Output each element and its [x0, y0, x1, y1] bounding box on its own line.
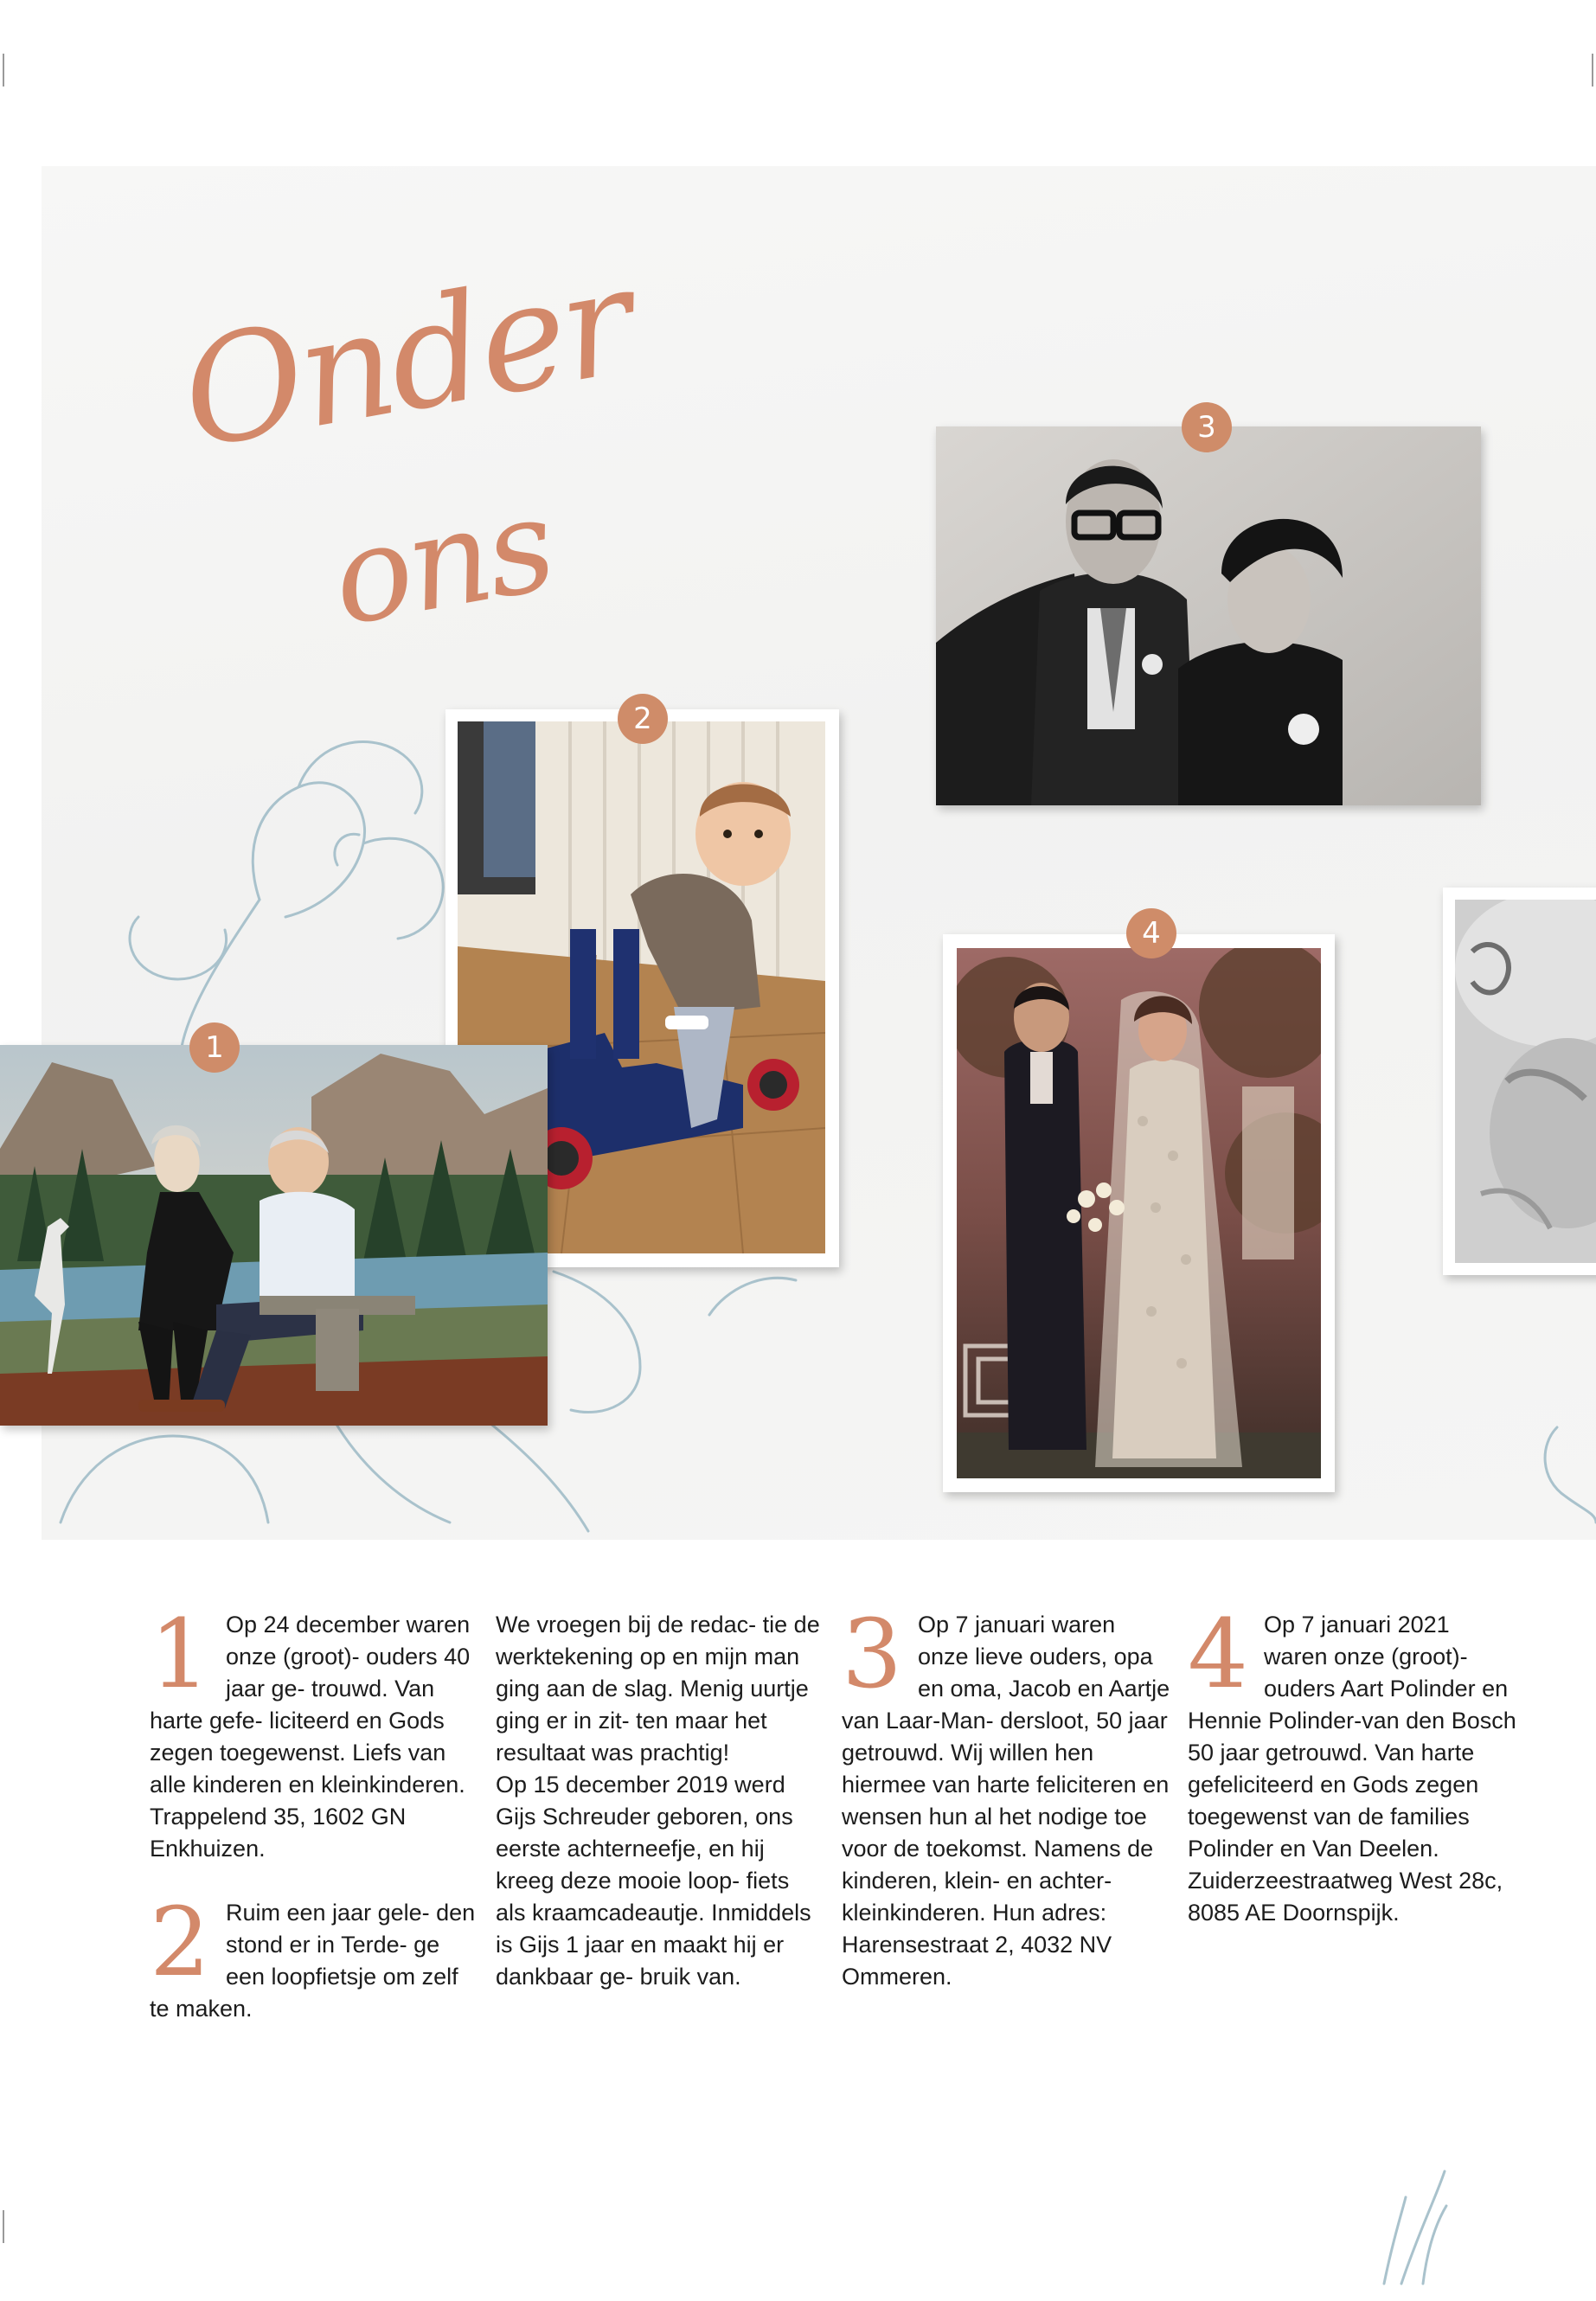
photo-3-image	[936, 426, 1481, 805]
photo-2-badge: 2	[618, 694, 668, 744]
photo-3-badge: 3	[1182, 402, 1232, 452]
entry-3-text: Op 7 januari waren onze lieve ouders, opa en oma, Jacob en Aartje van Laar-Man- dersloot, 50 jaar getrouwd. Wij willen hen hiermee van harte feliciteren en wensen hun al het nodige toe voor de toekomst. Namens de kinderen, klein- en achter- kleinkinderen. Hun adres: Harensestraat 2, 4032 NV Ommeren.	[842, 1612, 1170, 1990]
entry-1-text: Op 24 december waren onze (groot)- ouders 40 jaar ge- trouwd. Van harte gefe- liciteerd en Gods zegen toegewenst. Liefs van alle kinderen en kleinkinderen. Trappelend 35, 1602 GN Enkhuizen.	[150, 1612, 471, 1862]
entry-number-4: 4	[1188, 1599, 1248, 1709]
photo-4-badge: 4	[1126, 908, 1176, 958]
photo-1-image	[0, 1045, 548, 1426]
entry-number-2: 2	[150, 1887, 210, 1997]
page-title: Onder	[170, 235, 643, 483]
photo-5-image	[1455, 900, 1596, 1263]
entry-4-text: Op 7 januari 2021 waren onze (groot)- ouders Aart Polinder en Hennie Polinder-van den Bosch 50 jaar getrouwd. Van harte gefeliciteerd en Gods zegen toegewenst van de families Polinder en Van Deelen. Zuiderzeestraatweg West 28c, 8085 AE Doornspijk.	[1188, 1612, 1516, 1926]
entry-1	[150, 1599, 478, 1865]
photo-1	[0, 1030, 548, 1426]
photo-5	[1443, 888, 1596, 1275]
text-column-3	[842, 1599, 1170, 1993]
text-column-2	[496, 1609, 824, 1993]
entry-number-3: 3	[842, 1599, 902, 1709]
entry-number-1: 1	[150, 1599, 210, 1709]
photo-4-image	[957, 948, 1321, 1478]
entry-2-continued: We vroegen bij de redac- tie de werktekening op en mijn man ging aan de slag. Menig uurtje ging er in zit- ten maar het resultaat was prachtig!	[496, 1612, 820, 1766]
photo-1-badge: 1	[189, 1022, 240, 1073]
entry-4	[1188, 1599, 1516, 1929]
page-title-line2: ons	[321, 469, 563, 656]
photo-3	[936, 410, 1481, 805]
entry-2-continued-2: Op 15 december 2019 werd Gijs Schreuder geboren, ons eerste achterneefje, en hij kreeg deze mooie loop- fiets als kraamcadeautje. Inmiddels is Gijs 1 jaar en maakt hij er dankbaar ge- bruik van.	[496, 1772, 811, 1990]
entry-2-text: Ruim een jaar gele- den stond er in Terde- ge een loopfietsje om zelf te maken.	[150, 1900, 476, 2022]
text-column-4	[1188, 1599, 1516, 1929]
text-column-1	[150, 1599, 478, 2025]
entry-3	[842, 1599, 1170, 1993]
photo-4	[943, 916, 1335, 1492]
entry-2	[150, 1887, 478, 2025]
